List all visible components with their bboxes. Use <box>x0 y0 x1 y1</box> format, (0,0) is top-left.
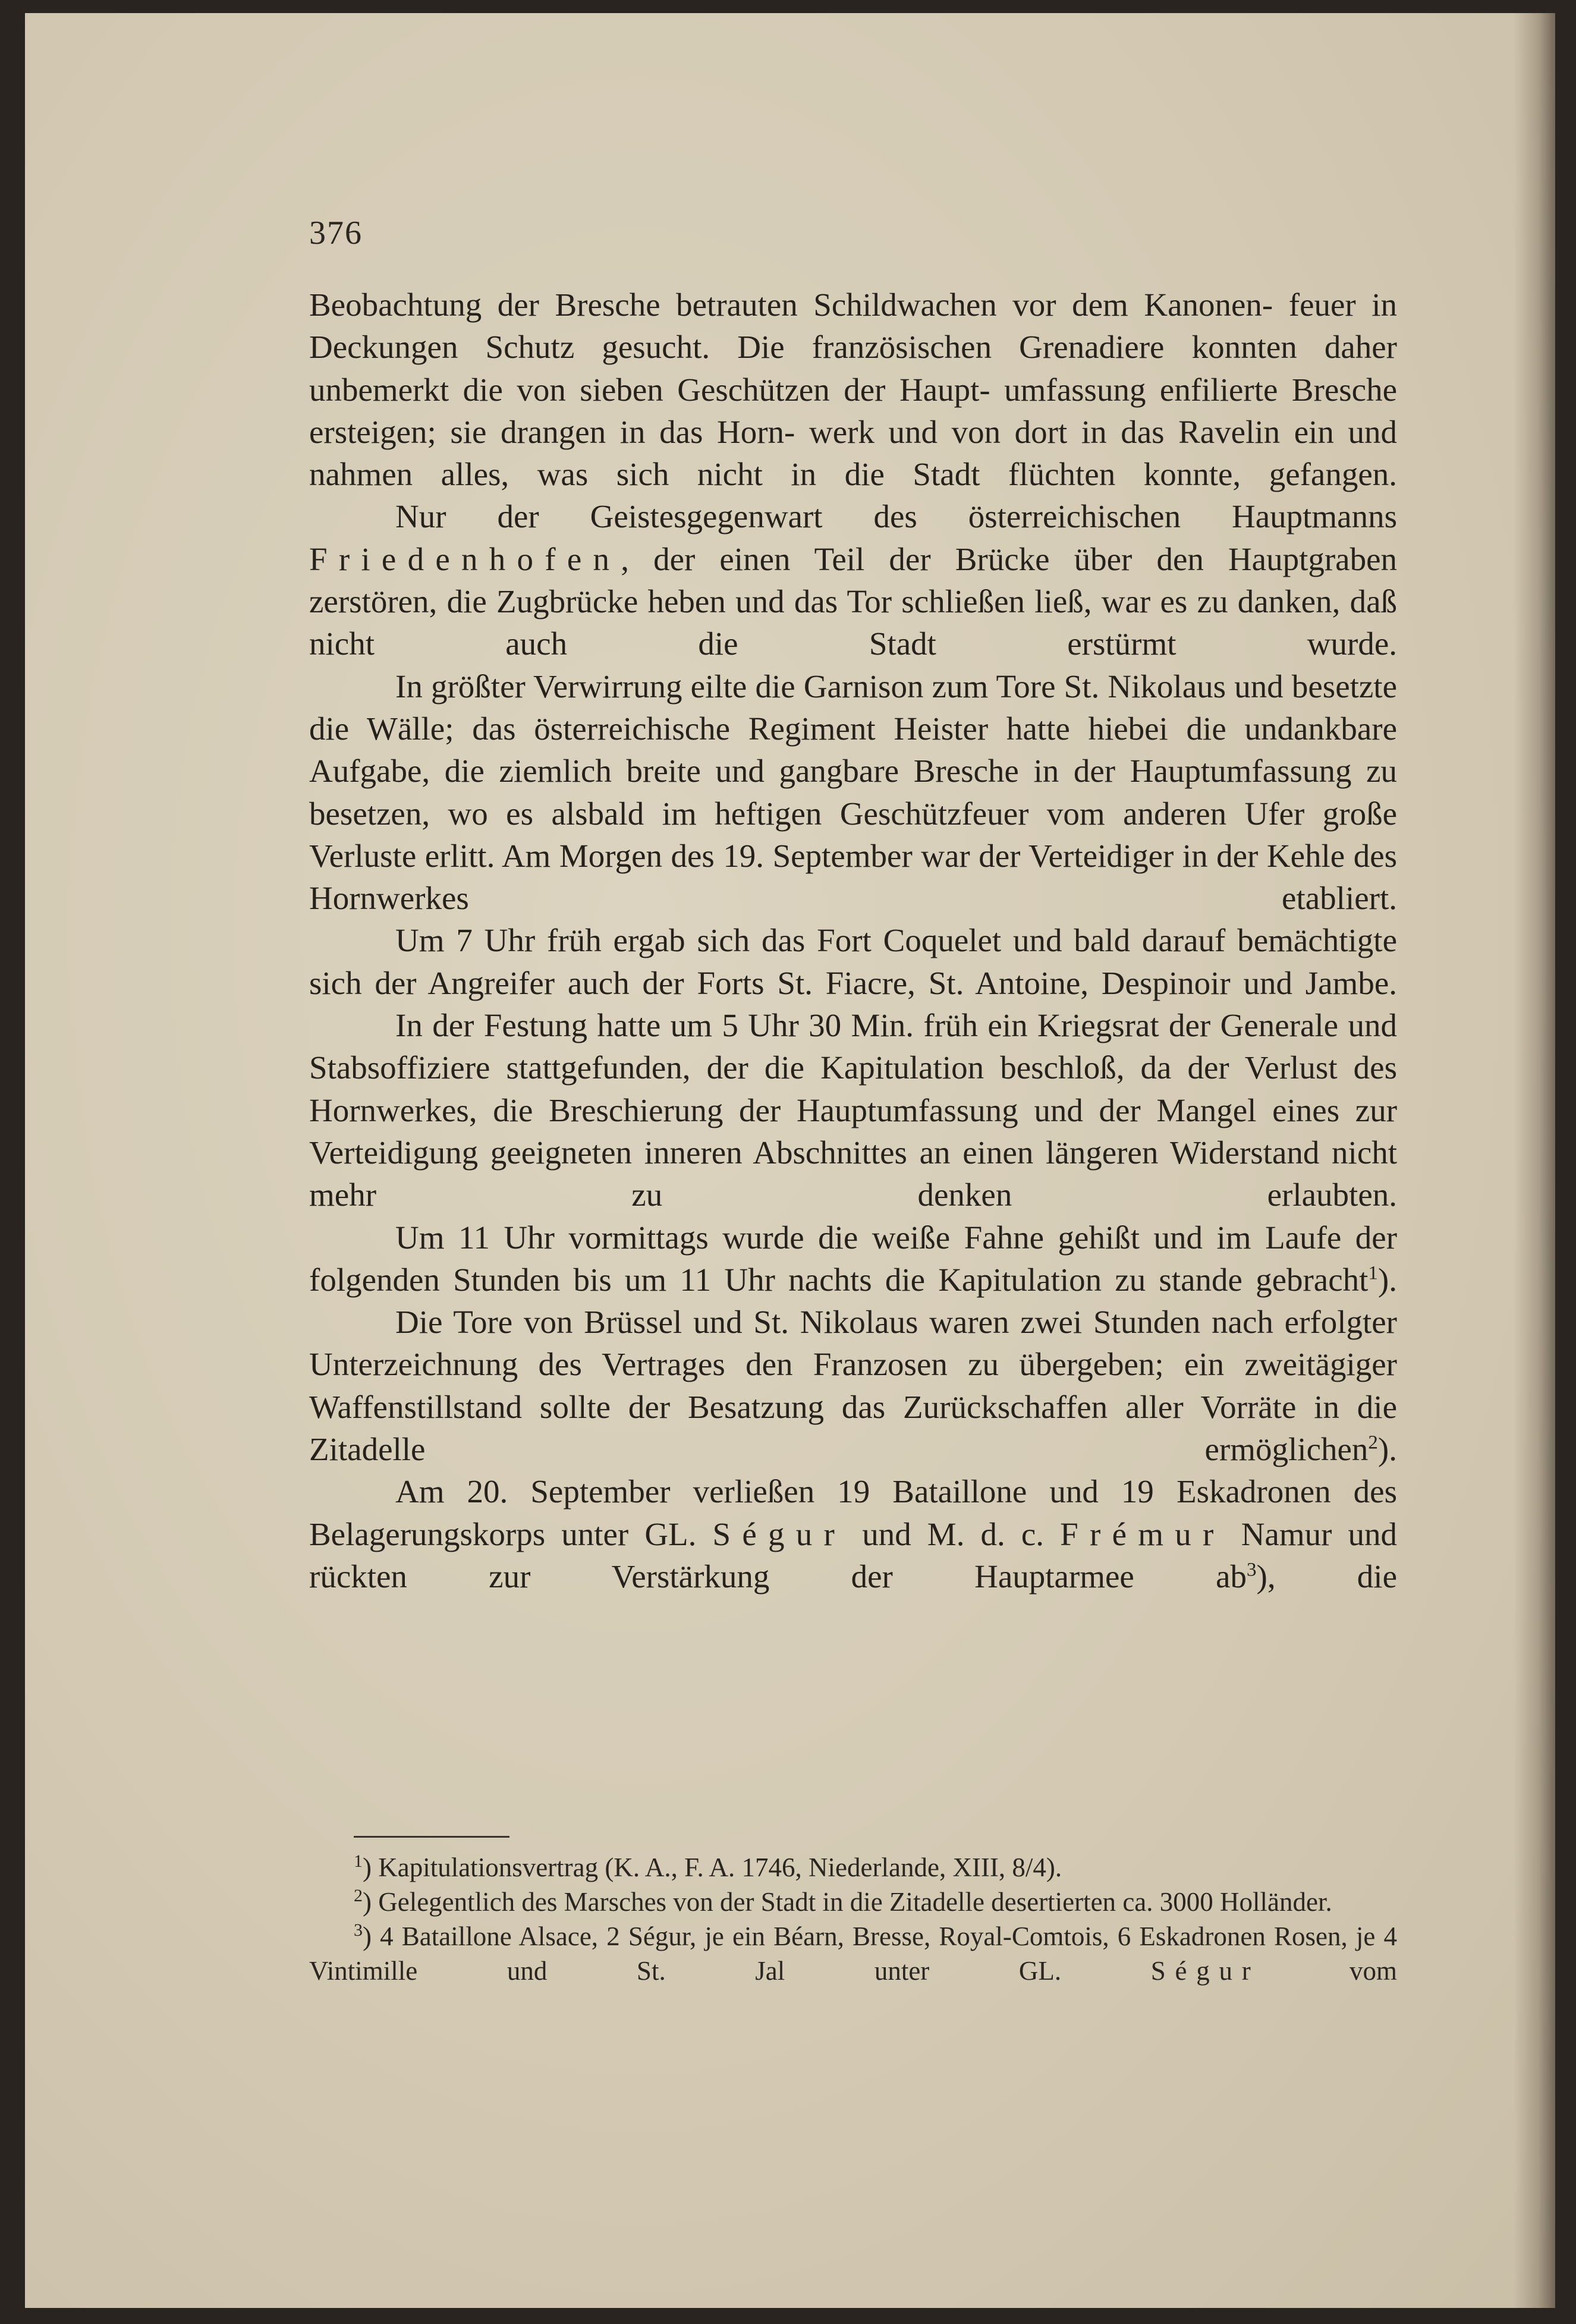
text-line: konnten daher unbemerkt die von sieben Geschützen der Haupt- <box>309 329 1397 408</box>
text-line: des Belagerungskorps unter GL. <box>309 1473 1397 1552</box>
text-line: denken erlaubten. <box>917 1177 1397 1213</box>
footnote-ref: 1 <box>1368 1262 1378 1284</box>
text-line: ). <box>1377 1261 1397 1298</box>
footnote-1 <box>309 1850 1397 1885</box>
paragraph-7 <box>309 1301 1397 1470</box>
footnote-separator <box>354 1836 509 1838</box>
footnote-text: ) 4 Bataillone Alsace, 2 Ségur, je ein Béarn, Bresse, Royal-Comtois, <box>363 1922 1109 1951</box>
text-line: hiebei die undankbare Aufgabe, die ziemlich breite und gangbare <box>309 710 1397 790</box>
text-line: Um 7 Uhr früh ergab sich das Fort Coquelet und bald darauf <box>395 922 1226 959</box>
text-line: Laufe der folgenden Stunden bis um 11 Uhr nachts die Kapitulation <box>309 1219 1398 1298</box>
text-line: Nur der Geistesgegenwart des österreichischen Hauptmanns <box>395 498 1397 535</box>
text-line: ), die <box>1256 1558 1397 1595</box>
book-page <box>25 13 1555 2308</box>
text-line: und M. d. c. <box>862 1515 1045 1552</box>
text-line: umfassung enfilierte Bresche ersteigen; sie drangen in das Horn- <box>309 371 1398 450</box>
text-line: In größter Verwirrung eilte die Garnison zum Tore St. Nikolaus <box>395 668 1226 705</box>
page-spine-shadow <box>1514 13 1555 2308</box>
text-line: des Hornwerkes etabliert. <box>309 837 1398 917</box>
text-line: Bresche in der Hauptumfassung zu besetzen, wo es alsbald im <box>309 753 1398 832</box>
footnote-text: ) Kapitulationsvertrag (K. A., F. A. 1746, Niederlande, XIII, 8/4). <box>363 1853 1062 1882</box>
text-line: der Generale und Stabsoffiziere stattgefunden, der die Kapitulation <box>309 1007 1397 1086</box>
text-line: Am 20. September verließen 19 Bataillone und 19 Eskadronen <box>395 1473 1331 1510</box>
footnote-mark: 3 <box>354 1920 363 1940</box>
text-line: inneren Abschnittes an einen längeren Widerstand nicht mehr zu <box>309 1134 1398 1213</box>
text-line: feuer in Deckungen Schutz gesucht. Die französischen Grenadiere <box>309 287 1398 366</box>
footnotes <box>309 1850 1397 1988</box>
text-line: Um 11 Uhr vormittags wurde die weiße Fahne gehißt und im <box>395 1219 1251 1256</box>
footnote-2 <box>309 1885 1397 1919</box>
footnote-3 <box>309 1919 1397 1988</box>
footnote-text: ca. 3000 Holländer. <box>1122 1887 1332 1917</box>
text-line: und besetzte die Wälle; das österreichische Regiment Heister hatte <box>309 668 1397 747</box>
text-line: es zu danken, daß nicht auch die Stadt erstürmt wurde. <box>309 583 1397 662</box>
spaced-name: Frémur <box>1060 1515 1225 1552</box>
footnote-ref: 2 <box>1368 1432 1378 1454</box>
text-line: zu stande gebracht <box>1115 1261 1369 1298</box>
text-line: , der einen Teil der Brücke über den Hauptgraben <box>621 540 1397 577</box>
page-number: 376 <box>309 215 363 251</box>
text-line: In der Festung hatte um 5 Uhr 30 Min. früh ein Kriegsrat <box>395 1007 1159 1044</box>
text-line: ). <box>1377 1431 1397 1468</box>
paragraph-6 <box>309 1216 1397 1301</box>
text-line: Hauptumfassung und der Mangel eines zur Verteidigung geeigneten <box>309 1092 1398 1171</box>
body-text <box>309 284 1397 1597</box>
paragraph-3 <box>309 665 1397 920</box>
footnote-mark: 1 <box>354 1851 363 1871</box>
text-line: werk und von dort in das Ravelin ein und nahmen alles, was sich <box>309 413 1398 493</box>
spaced-name: Ségur <box>1150 1956 1260 1986</box>
footnote-mark: 2 <box>354 1886 363 1905</box>
text-line: nicht in die Stadt flüchten konnte, gefangen. <box>697 456 1398 493</box>
paragraph-1 <box>309 284 1397 495</box>
text-line: bemächtigte sich der Angreifer auch der Forts St. Fiacre, St. Antoine, <box>309 922 1398 1001</box>
footnote-ref: 3 <box>1247 1559 1257 1581</box>
text-line: Die Tore von Brüssel und St. Nikolaus waren zwei Stunden <box>395 1304 1201 1341</box>
text-line: zerstören, die Zugbrücke heben und das Tor schließen ließ, war <box>309 583 1151 620</box>
spaced-name: Ségur <box>712 1515 847 1552</box>
text-line: Beobachtung der Bresche betrauten Schildwachen vor dem Kanonen- <box>309 287 1273 323</box>
text-line: das Zurückschaffen aller Vorräte in die Zitadelle ermöglichen <box>309 1388 1397 1468</box>
text-line: Am Morgen des 19. September war der Verteidiger in der Kehle <box>501 837 1345 874</box>
footnote-text: vom <box>1349 1956 1398 1986</box>
paragraph-4 <box>309 919 1397 1004</box>
paragraph-5 <box>309 1004 1397 1216</box>
text-line: Despinoir und Jambe. <box>1101 964 1398 1001</box>
paragraph-2 <box>309 495 1397 665</box>
text-line: heftigen Geschützfeuer vom anderen Ufer große Verluste erlitt. <box>309 795 1398 874</box>
text-line: nach erfolgter Unterzeichnung des Vertrages den Franzosen zu <box>309 1304 1397 1383</box>
text-line: übergeben; ein zweitägiger Waffenstillstand sollte der Besatzung <box>309 1346 1397 1425</box>
text-line: beschloß, da der Verlust des Hornwerkes, die Breschierung der <box>309 1049 1398 1128</box>
footnote-text: 6 Eskadronen Rosen, je 4 Vintimille und St. Jal unter GL. <box>309 1922 1397 1986</box>
text-line: Namur und rückten zur Verstärkung der Hauptarmee ab <box>309 1515 1398 1595</box>
footnote-text: ) Gelegentlich des Marsches von der Stadt in die Zitadelle desertierten <box>363 1887 1116 1917</box>
spaced-name: Friedenhofen <box>309 540 621 577</box>
paragraph-8 <box>309 1470 1397 1597</box>
